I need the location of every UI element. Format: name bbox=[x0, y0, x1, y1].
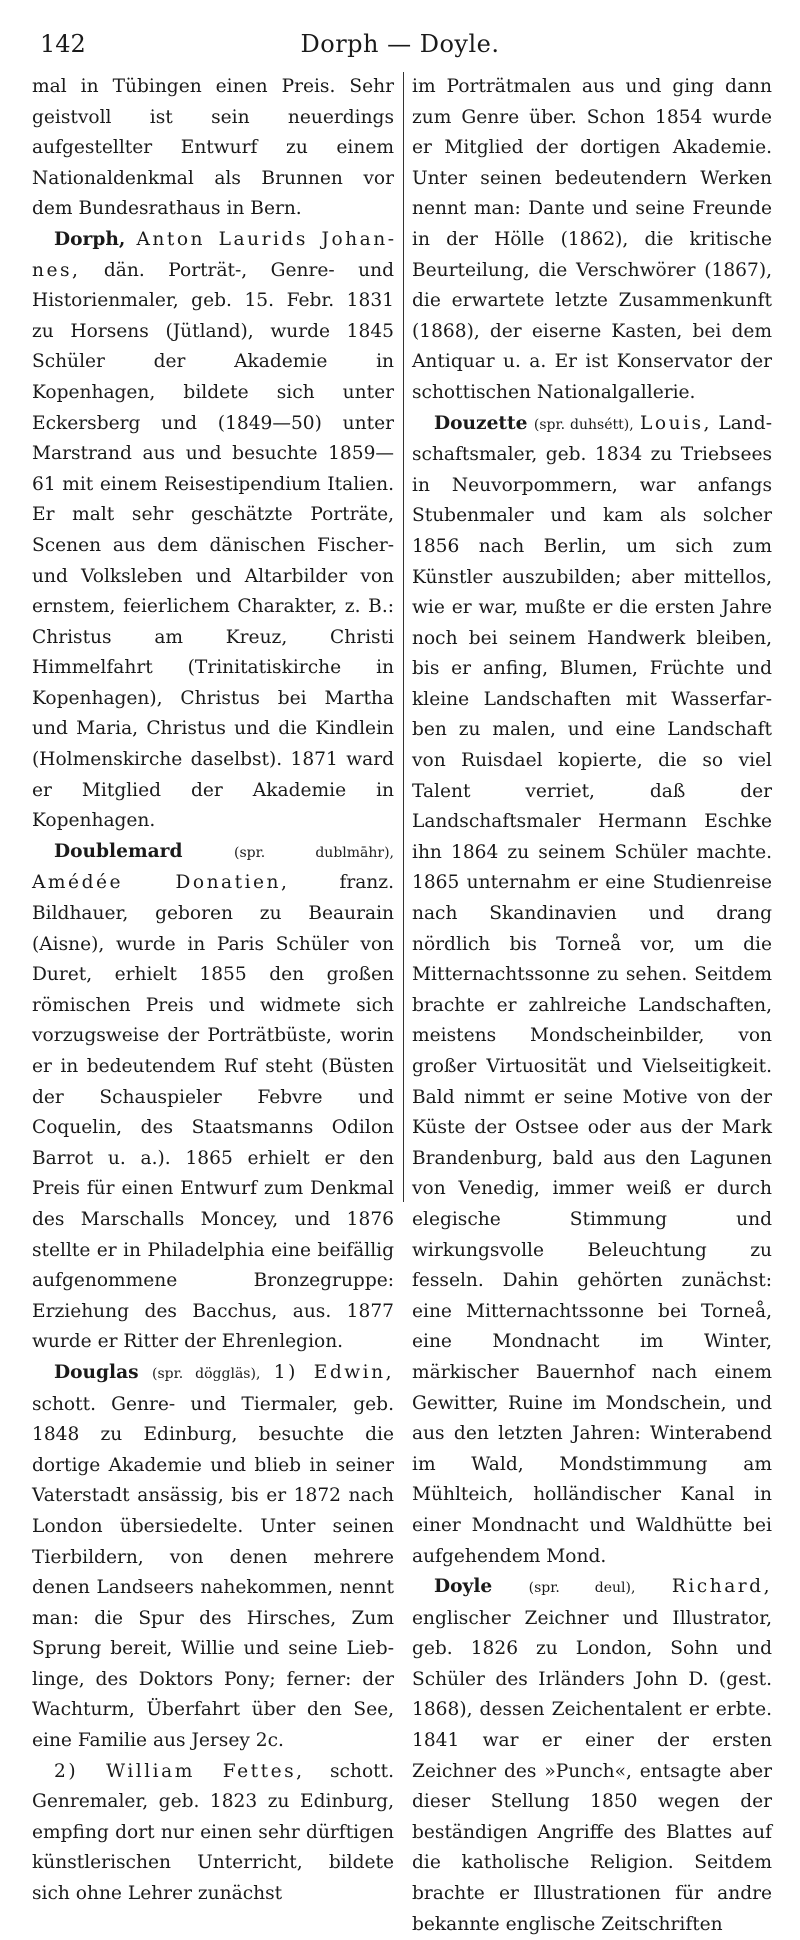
entry-continuation bbox=[32, 72, 394, 225]
entry-headword: Dorph, bbox=[54, 228, 126, 250]
entry-text: dän. Porträt-, Genre- und Historienmaler, geb. 15. Febr. 1831 zu Horsens (Jütland), wurde 1845 Schüler der Akademie in Kopenhagen, bildete sich unter Eckersberg und (1849—50) unter Marstrand aus und besuchte 1859—61 mit einem Reisestipendium Italien. Er malt sehr geschätzte Porträte, Scenen aus dem dänischen Fischer- und Volksleben und Altarbilder von ernstem, feierlichem Charakter, z. B.: Christus am Kreuz, Christi Himmelfahrt (Trinitatiskirche in Kopenhagen), Christus bei Martha und Maria, Christus und die Kindlein (Holmenskirche daselbst). 1871 ward er Mitglied der Akademie in Kopenhagen. bbox=[32, 259, 394, 832]
entry-pronunciation: (spr. dublmāhr), bbox=[234, 844, 394, 861]
entry-person-name: Louis, bbox=[640, 412, 712, 434]
entry-text: franz. Bildhauer, geboren zu Beaurain (Aisne), wurde in Paris Schüler von Duret, erhielt 1855 den großen römischen Preis und widmete sich vorzugsweise der Porträtbüste, worin er in bedeutendem Ruf steht (Büsten der Schauspieler Febvre und Coquelin, des Staatsmanns Odilon Barrot u. a.). 1865 erhielt er den Preis für einen Entwurf zum Denkmal des Marschalls Moncey, und 1876 stellte er in Philadelphia eine beifällig aufgenommene Bronzegruppe: Erziehung des Bacchus, aus. 1877 wurde er Ritter der Ehrenlegion. bbox=[32, 872, 394, 1353]
running-head: Dorph — Doyle. bbox=[300, 30, 500, 58]
entry-headword: Doyle bbox=[434, 1576, 493, 1598]
left-column bbox=[32, 72, 394, 1910]
entry-text: englischer Zeichner und Illustrator, geb. 1826 zu London, Sohn und Schüler des Irländers John D. (gest. 1868), dessen Zeichentalent er erbte. 1841 war er einer der ersten Zeichner des »Punch«, entsagte aber dieser Stellung 1850 wegen der beständigen Angriffe des Blattes auf die katholische Religion. Seitdem brachte er Illustrationen für andre bekannte englische Zeitschriften bbox=[412, 1607, 772, 1935]
entry-pronunciation: (spr. duhsétt), bbox=[533, 416, 634, 433]
entry-text: Landschaftsmaler, geb. 1834 zu Triebsees in Neuvorpommern, war anfangs Stubenmaler und kam als solcher 1856 nach Berlin, um sich zum Künstler auszubilden; aber mittellos, wie er war, mußte er die ersten Jahre noch bei seinem Handwerk bleiben, bis er anfing, Blumen, Früchte und kleine Landschaften mit Wasserfarben zu malen, und eine Landschaft von Ruisdael kopierte, die so viel Talent verriet, daß der Landschaftsmaler Hermann Eschke ihn 1864 zu seinem Schüler machte. 1865 unternahm er eine Studienreise nach Skandinavien und drang nördlich bis Torneå vor, um die Mitternachtssonne zu sehen. Seitdem brachte er zahlreiche Landschaften, meistens Mondscheinbilder, von großer Virtuosität und Vielseitigkeit. Bald nimmt er seine Motive von der Küste der Ostsee oder aus der Mark Brandenburg, bald aus den Lagunen von Venedig, immer weiß er durch elegische Stimmung und wirkungsvolle Beleuchtung zu fesseln. Dahin gehörten zunächst: eine Mitternachtssonne bei Torneå, eine Mondnacht im Winter, märkischer Bauernhof nach einem Gewitter, Ruine im Mondschein, und aus den letzten Jahren: Winterabend im Wald, Mondstimmung am Mühlteich, holländischer Kanal in einer Mondnacht und Waldhütte bei aufgehendem Mond. bbox=[412, 412, 772, 1567]
column-divider bbox=[403, 72, 404, 1202]
entry-person-name: Anton Laurids Johannes, bbox=[32, 228, 394, 281]
page-number: 142 bbox=[40, 30, 86, 58]
entry-text: mal in Tübingen einen Preis. Sehr geistvoll ist sein neuerdings aufgestellter Entwurf zu einem Nationaldenkmal als Brunnen vor dem Bundesrathaus in Bern. bbox=[32, 76, 394, 220]
entry-douglas bbox=[32, 1358, 394, 1757]
entry-doublemard bbox=[32, 837, 394, 1358]
right-column bbox=[412, 72, 772, 1940]
entry-doyle bbox=[412, 1572, 772, 1940]
entry-person-name: Richard, bbox=[671, 1576, 772, 1598]
entry-dorph bbox=[32, 225, 394, 837]
entry-person-name: Amédée Donatien, bbox=[32, 872, 290, 894]
entry-text: schott. Genre- und Tiermaler, geb. 1848 zu Edinburg, besuchte die dortige Akademie und blieb in seiner Vaterstadt ansässig, bis er 1872 nach London übersiedelte. Unter seinen Tierbildern, von denen mehrere denen Landseers nahekommen, nennt man: die Spur des Hirsches, Zum Sprung bereit, Willie und seine Lieblinge, des Doktors Pony; ferner: der Wachturm, Überfahrt über den See, eine Familie aus Jersey 2c. bbox=[32, 1393, 394, 1752]
entry-pronunciation: (spr. döggläs), bbox=[152, 1365, 261, 1382]
entry-text: schott. Genremaler, geb. 1823 zu Edinburg, empfing dort nur einen sehr dürftigen künstlerischen Unterricht, bildete sich ohne Lehrer zunächst bbox=[32, 1760, 394, 1905]
page-header bbox=[28, 26, 772, 62]
entry-douzette bbox=[412, 409, 772, 1573]
entry-person-name: 2) William Fettes, bbox=[54, 1760, 305, 1782]
entry-text: im Porträtmalen aus und ging dann zum Genre über. Schon 1854 wurde er Mitglied der dortigen Akademie. Unter seinen bedeutendern Werken nennt man: Dante und seine Freunde in der Hölle (1862), die kritische Beurteilung, die Verschwörer (1867), die erwartete letzte Zusammenkunft (1868), der eiserne Kasten, bei dem Antiquar u. a. Er ist Konservator der schottischen Nationalgallerie. bbox=[412, 76, 772, 403]
entry-pronunciation: (spr. deul), bbox=[528, 1580, 636, 1597]
entry-douglas-2 bbox=[32, 1757, 394, 1910]
entry-headword: Doublemard bbox=[54, 840, 183, 862]
entry-headword: Douzette bbox=[434, 412, 528, 434]
entry-continuation bbox=[412, 72, 772, 409]
entry-person-name: 1) Edwin, bbox=[273, 1361, 394, 1383]
entry-headword: Douglas bbox=[54, 1361, 139, 1383]
